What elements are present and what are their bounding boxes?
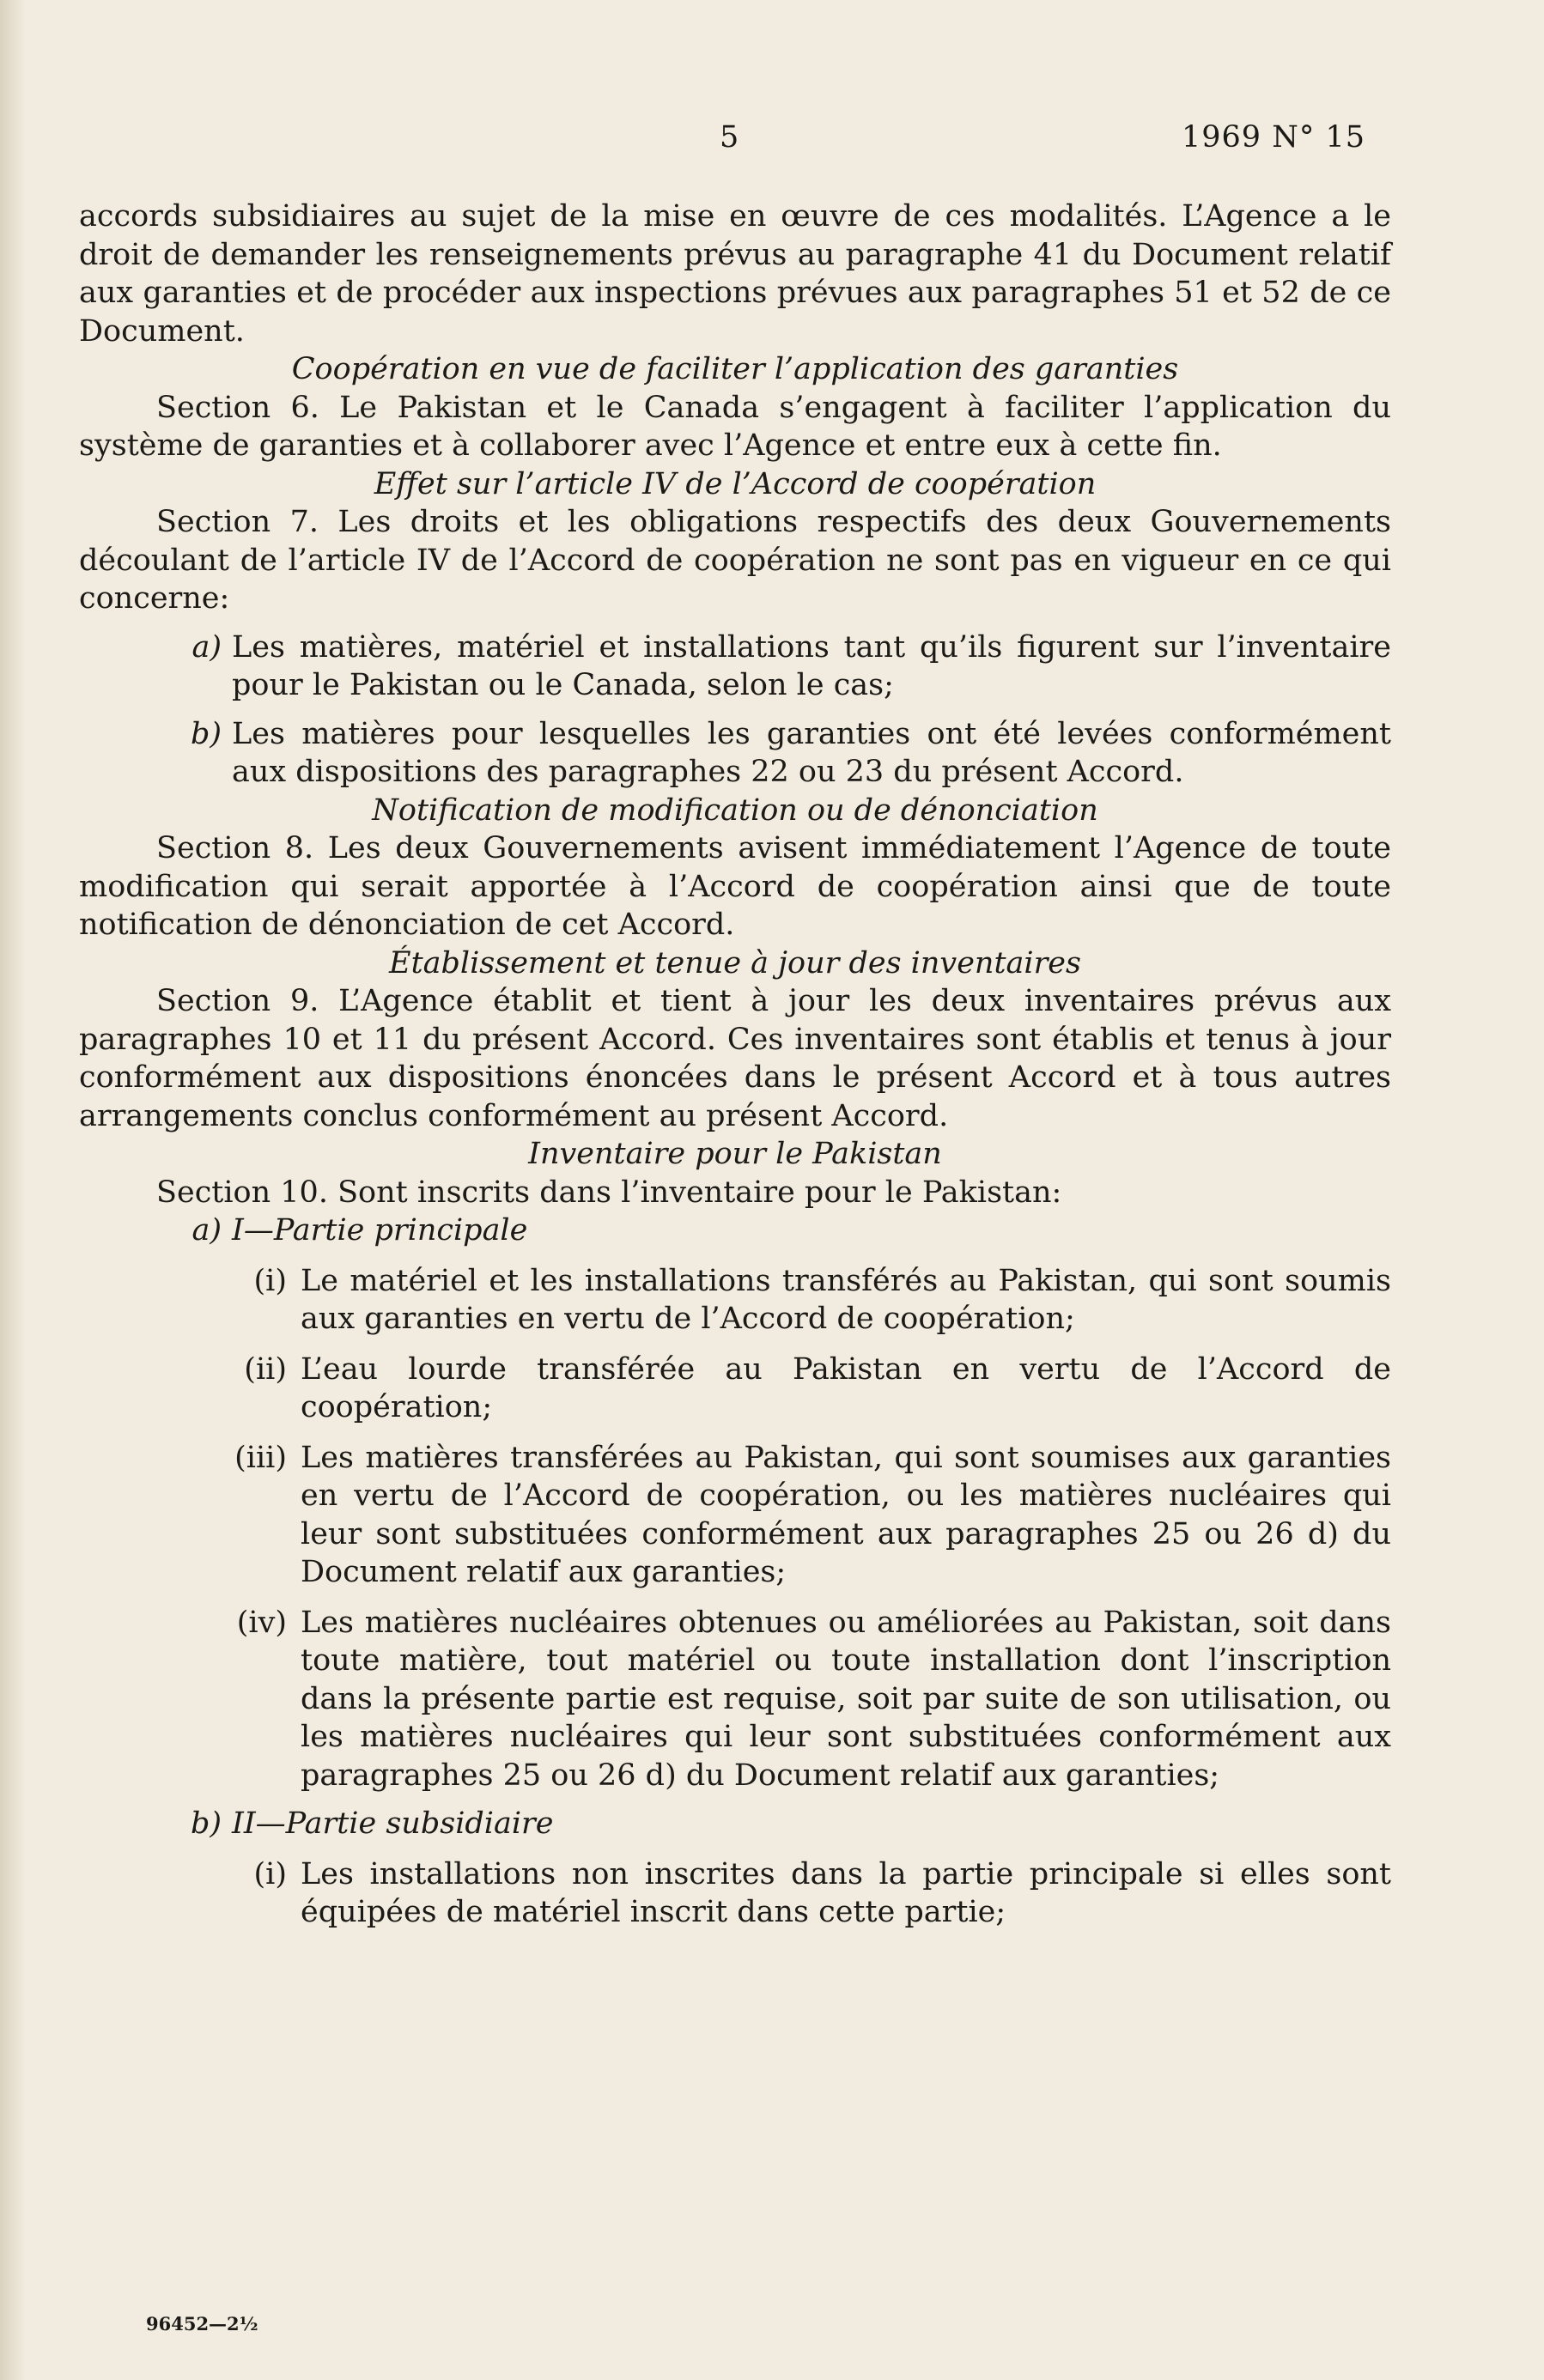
part-a-heading [79, 1211, 1391, 1250]
part-label: a) [191, 1213, 222, 1248]
printer-mark: 96452—2½ [146, 2313, 258, 2334]
gazette-reference: 1969 N° 15 [1182, 120, 1365, 155]
list-label: (i) [253, 1856, 287, 1891]
page-body [79, 197, 1391, 1932]
paragraph-continuation: accords subsidiaires au sujet de la mise en œuvre de ces modalités. L’Agence a le droit de demander les renseignements prévus au paragraphe 41 du Document relatif aux garanties et de procéder aux inspections prévues aux paragraphes 51 et 52 de ce Document. [79, 199, 1391, 349]
heading-cooperation: Coopération en vue de faciliter l’application des garanties [291, 352, 1179, 386]
section-8: Section 8. Les deux Gouvernements avisent immédiatement l’Agence de toute modification qui serait apportée à l’Accord de coopération ainsi que de toute notification de dénonciation de cet Accord. [79, 831, 1391, 942]
part-title: I—Partie principale [232, 1213, 528, 1248]
list-item [79, 1855, 1391, 1932]
list-label: (iv) [236, 1605, 287, 1640]
list-item [79, 1351, 1391, 1427]
heading-inventaire-pakistan: Inventaire pour le Pakistan [528, 1137, 942, 1171]
list-text: L’eau lourde transférée au Pakistan en vertu de l’Accord de coopération; [301, 1351, 1391, 1424]
list-text: Les matières, matériel et installations tant qu’ils figurent sur l’inventaire pour le Pakistan ou le Canada, selon le cas; [232, 629, 1391, 702]
list-label: a) [191, 629, 222, 665]
section-9: Section 9. L’Agence établit et tient à jour les deux inventaires prévus aux paragraphes 10 et 11 du présent Accord. Ces inventaires sont établis et tenus à jour conformément aux dispositions énoncées dans le présent Accord et à tous autres arrangements conclus conformément au présent Accord. [79, 984, 1391, 1133]
heading-notification: Notification de modification ou de dénonciation [372, 792, 1098, 828]
section-10: Section 10. Sont inscrits dans l’inventaire pour le Pakistan: [156, 1175, 1062, 1210]
part-label: b) [190, 1806, 222, 1841]
page-number: 5 [720, 120, 739, 155]
list-text: Les installations non inscrites dans la partie principale si elles sont équipées de matériel inscrit dans cette partie; [301, 1856, 1391, 1929]
list-item [79, 628, 1391, 705]
list-item [79, 715, 1391, 792]
list-label: (i) [253, 1263, 287, 1298]
list-text: Les matières nucléaires obtenues ou améliorées au Pakistan, soit dans toute matière, tout matériel ou toute installation dont l’inscription dans la présente partie est requise, soit par suite de son utilisation, ou les matières nucléaires qui leur sont substituées conformément aux paragraphes 25 ou 26 d) du Document relatif aux garanties; [301, 1605, 1391, 1793]
part-title: II—Partie subsidiaire [232, 1806, 554, 1841]
heading-inventaires: Établissement et tenue à jour des inventaires [389, 945, 1081, 981]
part-b-heading [79, 1805, 1391, 1843]
list-text: Les matières pour lesquelles les garanties ont été levées conformément aux dispositions des paragraphes 22 ou 23 du présent Accord. [232, 716, 1391, 789]
page-gutter [0, 0, 26, 2380]
list-text: Le matériel et les installations transférés au Pakistan, qui sont soumis aux garanties en vertu de l’Accord de coopération; [301, 1263, 1391, 1336]
section-7: Section 7. Les droits et les obligations respectifs des deux Gouvernements découlant de l’article IV de l’Accord de coopération ne sont pas en vigueur en ce qui concerne: [79, 505, 1391, 616]
list-text: Les matières transférées au Pakistan, qui sont soumises aux garanties en vertu de l’Accord de coopération, ou les matières nucléaires qui leur sont substituées conformément aux paragraphes 25 ou 26 d) du Document relatif aux garanties; [301, 1440, 1391, 1589]
list-item [79, 1439, 1391, 1592]
list-label: (ii) [244, 1351, 287, 1387]
section-6: Section 6. Le Pakistan et le Canada s’engagent à faciliter l’application du système de garanties et à collaborer avec l’Agence et entre eux à cette fin. [79, 390, 1391, 463]
heading-article-iv: Effet sur l’article IV de l’Accord de coopération [374, 466, 1097, 501]
list-label: b) [190, 716, 222, 751]
list-item [79, 1262, 1391, 1339]
list-item [79, 1604, 1391, 1795]
list-label: (iii) [234, 1440, 287, 1475]
